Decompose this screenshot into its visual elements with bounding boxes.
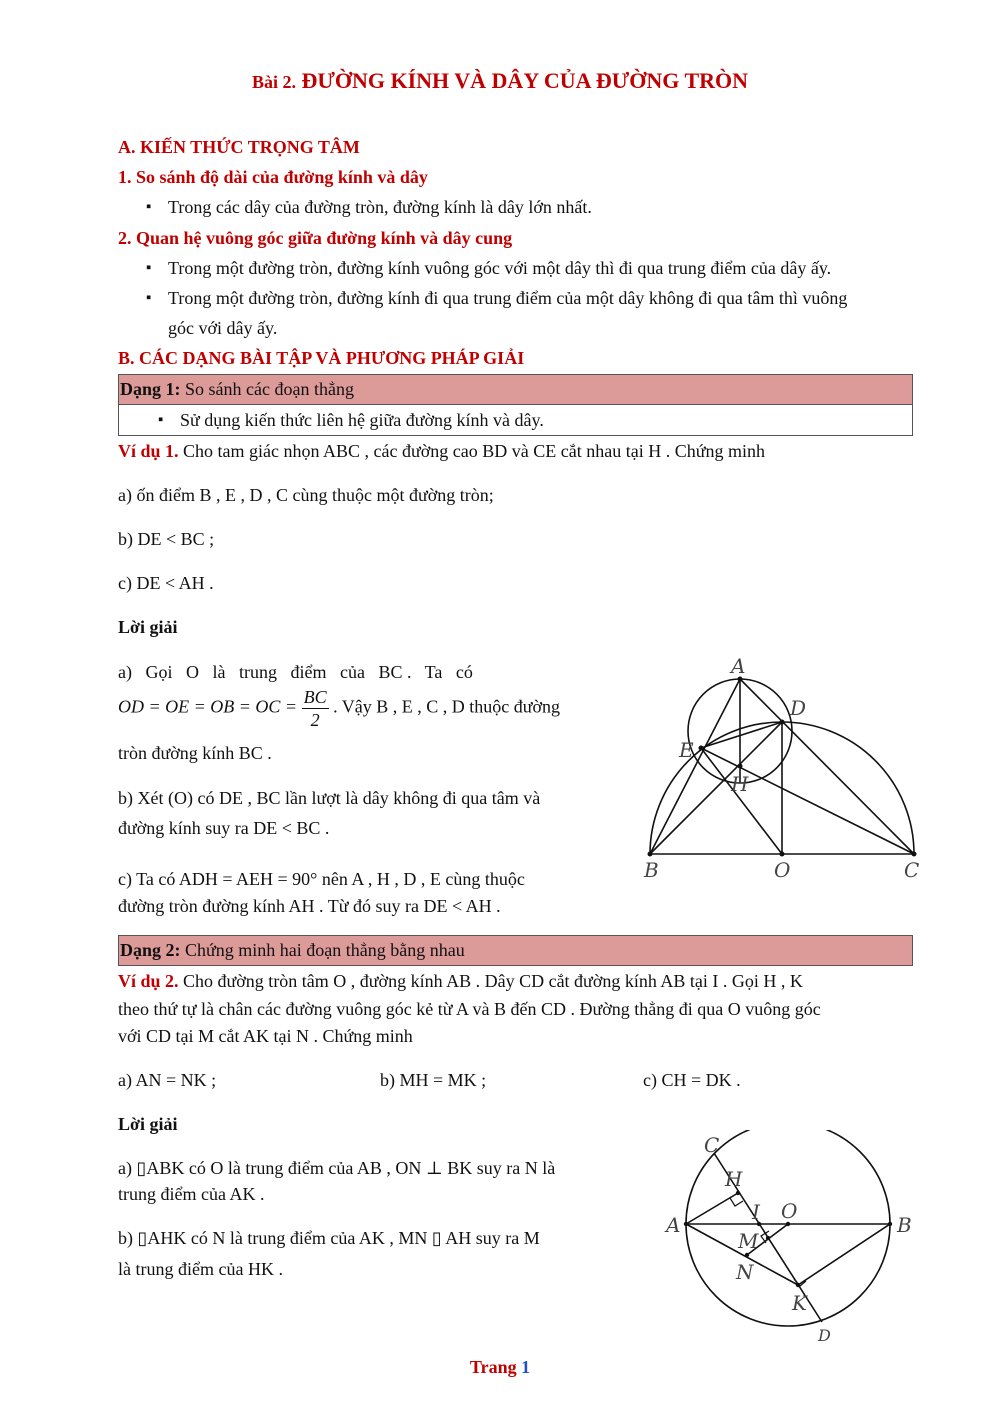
dang1-bullet: ▪ Sử dụng kiến thức liên hệ giữa đường kính và dây. <box>180 408 544 432</box>
example-1-part-a: a) ốn điểm B , E , D , C cùng thuộc một đường tròn; <box>118 485 494 505</box>
label-d: D <box>790 696 807 720</box>
example-1-part-b: b) DE < BC ; <box>118 529 215 549</box>
subheading-1: 1. So sánh độ dài của đường kính và dây <box>118 167 428 187</box>
solution-1-c-line2: đường tròn đường kính AH . Từ đó suy ra DE < AH . <box>118 896 501 916</box>
example-2-part-a: a) AN = NK ; <box>118 1070 217 1090</box>
segment-ac <box>740 679 914 854</box>
label-h: H <box>725 1167 743 1191</box>
segment-eo <box>701 748 782 854</box>
label-c: C <box>904 858 920 882</box>
equality-chain: OD = OE = OB = OC = <box>118 696 298 717</box>
example-1-statement <box>118 439 765 463</box>
label-c: C <box>704 1133 720 1157</box>
solution-1-b-line1: b) Xét (O) có DE , BC lần lượt là dây không đi qua tâm và <box>118 788 541 808</box>
label-d: D <box>818 1326 831 1345</box>
fraction-denominator: 2 <box>310 710 320 730</box>
label-b: B <box>897 1213 912 1237</box>
label-o: O <box>781 1199 798 1223</box>
page-label: Trang <box>469 1357 517 1377</box>
bullet-item: ▪ Trong một đường tròn, đường kính đi qua trung điểm của một dây không đi qua tâm thì vuông <box>168 286 847 310</box>
section-b-heading: B. CÁC DẠNG BÀI TẬP VÀ PHƯƠNG PHÁP GIẢI <box>118 348 525 368</box>
label-o: O <box>774 858 791 882</box>
label-k: K <box>792 1291 807 1315</box>
dang2-title <box>120 938 465 962</box>
dang1-title <box>120 377 354 401</box>
lesson-number: Bài 2. <box>251 72 296 92</box>
page-footer <box>0 1355 1000 1379</box>
fraction-numerator: BC <box>303 687 327 707</box>
circle-o <box>686 1130 890 1326</box>
fraction <box>302 686 329 731</box>
example-2-line2: theo thứ tự là chân các đường vuông góc kẻ từ A và B đến CD . Đường thẳng đi qua O vuông góc <box>118 999 821 1019</box>
segment-ah <box>686 1193 738 1224</box>
solution-2-heading: Lời giải <box>118 1114 178 1134</box>
dang2-text: Chứng minh hai đoạn thẳng bằng nhau <box>185 940 465 960</box>
solution-1-b-line2: đường kính suy ra DE < BC . <box>118 818 330 838</box>
solution-2-a-line1: a) ▯ABK có O là trung điểm của AB , ON ⊥ BK suy ra N là <box>118 1158 556 1178</box>
solution-1-c-line1: c) Ta có ADH = AEH = 90° nên A , H , D , E cùng thuộc <box>118 869 525 889</box>
lesson-title: ĐƯỜNG KÍNH VÀ DÂY CỦA ĐƯỜNG TRÒN <box>301 68 749 93</box>
solution-1-a-line2 <box>118 686 560 731</box>
example-2-part-b: b) MH = MK ; <box>380 1070 487 1090</box>
label-m: M <box>738 1229 759 1253</box>
example-1-text: Cho tam giác nhọn ABC , các đường cao BD và CE cắt nhau tại H . Chứng minh <box>183 441 765 461</box>
label-a: A <box>731 654 746 678</box>
example-2-line3: với CD tại M cắt AK tại N . Chứng minh <box>118 1026 413 1046</box>
solution-2-b-line2: là trung điểm của HK . <box>118 1259 283 1279</box>
label-i: I <box>752 1200 760 1224</box>
dang1-label: Dạng 1: <box>120 379 181 399</box>
solution-2-b-line1: b) ▯AHK có N là trung điểm của AK , MN ▯ AH suy ra M <box>118 1228 540 1248</box>
solution-2-a-line2: trung điểm của AK . <box>118 1184 265 1204</box>
example-2-line1: Cho đường tròn tâm O , đường kính AB . Dây CD cắt đường kính AB tại I . Gọi H , K <box>183 971 803 991</box>
page-title <box>0 68 1000 94</box>
solution-1-heading: Lời giải <box>118 617 178 637</box>
example-2-label: Ví dụ 2. <box>118 971 179 991</box>
example-1-label: Ví dụ 1. <box>118 441 179 461</box>
section-a-heading: A. KIẾN THỨC TRỌNG TÂM <box>118 137 360 157</box>
label-h: H <box>731 772 749 796</box>
solution-1-a-line3: tròn đường kính BC . <box>118 743 272 763</box>
figure-1-triangle-diagram <box>635 650 935 890</box>
solution-1-a-line1: a) Gọi O là trung điểm của BC . Ta có <box>118 662 473 682</box>
bullet-continuation: góc với dây ấy. <box>168 318 278 338</box>
bullet-item: ▪ Trong một đường tròn, đường kính vuông góc với một dây thì đi qua trung điểm của dây ấy. <box>168 256 831 280</box>
segment-ce <box>701 748 914 854</box>
bullet-item: ▪ Trong các dây của đường tròn, đường kính là dây lớn nhất. <box>168 195 592 219</box>
example-2-statement <box>118 969 803 993</box>
label-e: E <box>679 738 694 762</box>
dang2-label: Dạng 2: <box>120 940 181 960</box>
subheading-2: 2. Quan hệ vuông góc giữa đường kính và dây cung <box>118 228 513 248</box>
page-number: 1 <box>521 1357 531 1377</box>
label-b: B <box>644 858 659 882</box>
segment-bd <box>650 722 782 854</box>
dang1-text: So sánh các đoạn thẳng <box>185 379 354 399</box>
example-2-part-c: c) CH = DK . <box>643 1070 741 1090</box>
solution-1-a-conclusion: . Vậy B , E , C , D thuộc đường <box>333 696 561 717</box>
example-1-part-c: c) DE < AH . <box>118 573 214 593</box>
label-n: N <box>736 1260 754 1284</box>
label-a: A <box>666 1213 681 1237</box>
figure-2-circle-diagram <box>660 1130 920 1350</box>
